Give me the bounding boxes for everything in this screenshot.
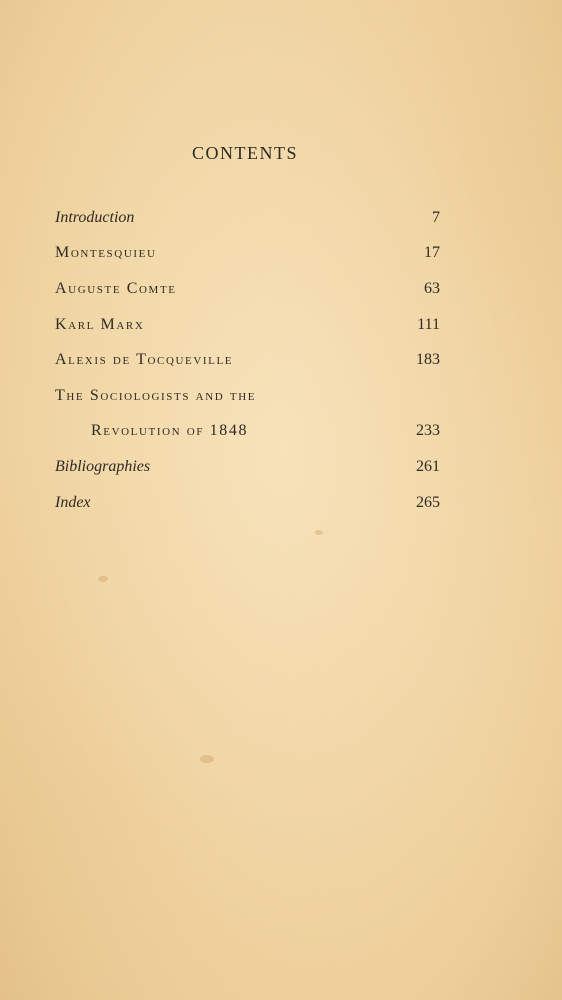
toc-entry-sociologists-line1 (55, 378, 440, 414)
toc-entry-title: Karl Marx (55, 315, 145, 333)
toc-entry-page: 111 (417, 315, 440, 333)
toc-entry-montesquieu (55, 236, 440, 272)
toc-entry-title: Montesquieu (55, 244, 157, 262)
toc-entry-page: 17 (424, 244, 440, 262)
toc-entry-title: Revolution of 1848 (91, 422, 249, 440)
toc-entry-introduction (55, 200, 440, 236)
toc-entry-alexis-de-tocqueville (55, 342, 440, 378)
paper-stain (315, 530, 323, 535)
toc-entry-bibliographies (55, 449, 440, 485)
toc-entry-title: Bibliographies (55, 457, 151, 475)
paper-stain (98, 576, 108, 582)
toc-entry-page: 265 (416, 493, 440, 511)
contents-heading: CONTENTS (192, 143, 298, 163)
toc-entry-page: 261 (416, 457, 440, 475)
table-of-contents (55, 200, 440, 520)
toc-entry-title: Auguste Comte (55, 279, 177, 297)
toc-entry-title: Introduction (55, 208, 135, 226)
toc-entry-page: 183 (416, 351, 440, 369)
toc-entry-auguste-comte (55, 271, 440, 307)
toc-entry-page: 7 (432, 208, 440, 226)
toc-entry-page: 233 (416, 422, 440, 440)
toc-entry-page: 63 (424, 279, 440, 297)
paper-stain (200, 755, 214, 763)
toc-entry-sociologists-line2 (55, 414, 440, 450)
toc-entry-title: Alexis de Tocqueville (55, 351, 234, 369)
toc-entry-title: Index (55, 493, 91, 511)
toc-entry-index (55, 485, 440, 521)
toc-entry-title: The Sociologists and the (55, 386, 257, 404)
toc-entry-karl-marx (55, 307, 440, 343)
